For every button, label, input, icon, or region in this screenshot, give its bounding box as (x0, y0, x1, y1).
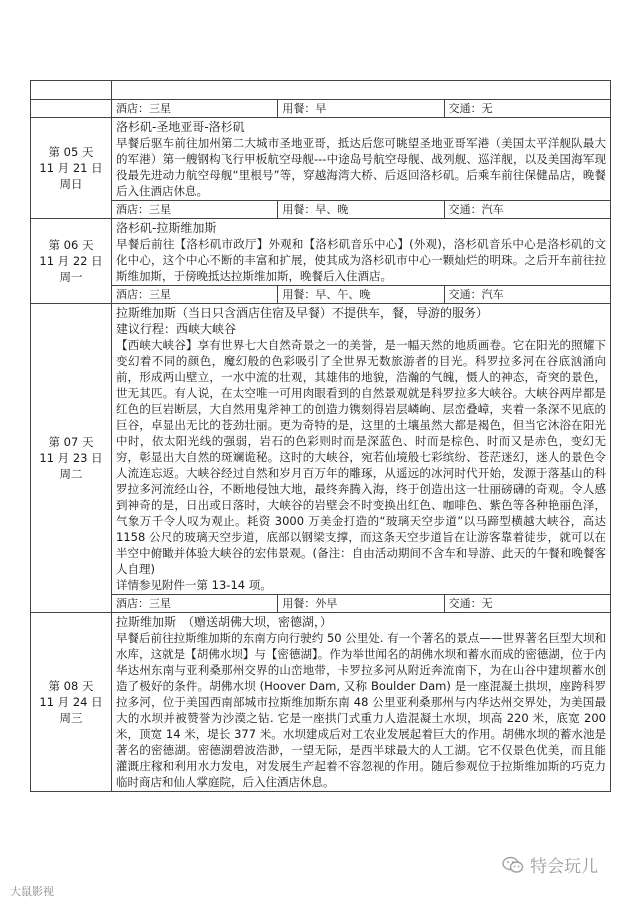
info-row (31, 286, 611, 304)
route-title: 洛杉矶-圣地亚哥-洛杉矶 (116, 120, 245, 134)
route-title: 拉斯维加斯 （赠送胡佛大坝，密德湖，） (116, 615, 333, 629)
transport-cell: 交通：汽车 (444, 286, 610, 304)
day-number: 第 08 天 (48, 679, 94, 693)
hotel-cell: 酒店：三星 (112, 286, 278, 304)
day-weekday: 周二 (59, 467, 83, 481)
watermark-left: 大鼠影视 (10, 885, 54, 898)
empty-cell (31, 100, 112, 118)
day-label-cell (31, 613, 112, 792)
day-row (31, 304, 611, 595)
day-date: 11 月 23 日 (39, 451, 103, 465)
day-number: 第 06 天 (48, 238, 94, 252)
day-content (112, 613, 611, 792)
day-date: 11 月 24 日 (39, 695, 103, 709)
top-gap-row (31, 81, 611, 100)
empty-cell (112, 81, 611, 100)
meal-cell: 用餐：外早 (278, 595, 444, 613)
detail-note: 详情参见附件一第 13-14 项。 (116, 578, 272, 592)
description: 早餐后前往【洛杉矶市政厅】外观和【洛杉矶音乐中心】(外观)，洛杉矶音乐中心是洛杉矶的文化中心，这个中心不断的丰富和扩展，使其成为洛杉矶市中心一颗灿烂的明珠。之后开车前往拉斯维加斯，于傍晚抵达拉斯维加斯，晚餐后入住酒店。 (116, 237, 606, 283)
watermark-right-text: 特会玩儿 (530, 857, 598, 877)
transport-cell: 交通：无 (444, 100, 610, 118)
transport-cell: 交通：无 (444, 595, 610, 613)
suggestion-line: 建议行程：西峡大峡谷 (116, 322, 237, 336)
empty-cell (31, 81, 112, 100)
wechat-icon (502, 856, 524, 874)
day-label-cell (31, 304, 112, 613)
day-weekday: 周三 (59, 711, 83, 725)
meal-cell: 用餐：早、晚 (278, 201, 444, 219)
itinerary-table (30, 80, 611, 792)
hotel-cell: 酒店：三星 (112, 201, 278, 219)
meal-cell: 用餐：早、午、晚 (278, 286, 444, 304)
route-title: 洛杉矶-拉斯维加斯 (116, 221, 217, 235)
day-content (112, 219, 611, 286)
hotel-cell: 酒店：三星 (112, 100, 278, 118)
day-row (31, 118, 611, 201)
day-row (31, 219, 611, 286)
route-title: 拉斯维加斯（当日只含酒店住宿及早餐）不提供车，餐，导游的服务） (116, 306, 489, 320)
description: 【西峡大峡谷】享有世界七大自然奇景之一的美誉，是一幅天然的地质画卷。它在阳光的照耀下变幻着不同的颜色，魔幻般的色彩吸引了全世界无数旅游者的目光。科罗拉多河在谷底汹涌向前，形成两山壁立，一水中流的壮观，其雄伟的地貌，浩瀚的气魄，慑人的神态，奇突的景色，世无其匹。有人说，在太空唯一可用肉眼看到的自然景观就是科罗拉多大峡谷。大峡谷两岸都是红色的巨岩断层，大自然用鬼斧神工的创造力镌刻得岩层嶙峋、层峦叠嶂，夹着一条深不见底的巨谷，卓显出无比的苍劲壮丽。更为奇特的是，这里的土壤虽然大都是褐色，但当它沐浴在阳光中时，依太阳光线的强弱，岩石的色彩则时而是深蓝色、时而是棕色、时而又是赤色，变幻无穷，彰显出大自然的斑斓诡秘。这时的大峡谷，宛若仙境般七彩缤纷、苍茫迷幻，迷人的景色令人流连忘返。大峡谷经过自然和岁月百万年的雕琢，从遥远的冰河时代开始，发源于落基山的科罗拉多河流经山谷，不断地侵蚀大地，最终奔腾入海，终于创造出这一壮丽磅礴的奇观。令人感到神奇的是，日出或日落时，大峡谷的岩壁会不时变换出红色、咖啡色、紫色等各种艳丽色泽，气象万千令人叹为观止。耗资 3000 万美金打造的“玻璃天空步道”以马蹄型横越大峡谷，高达 1158 公尺的玻璃天空步道，底部以钢梁支撑，而这条天空步道旨在让游客靠着徒步，就可以在半空中俯瞰并体验大峡谷的宏伟景观。(备注：自由活动期间不含车和导游、此天的午餐和晚餐客人自理) (116, 338, 606, 576)
day-label-cell (31, 219, 112, 304)
info-row (31, 595, 611, 613)
day-date: 11 月 21 日 (39, 161, 103, 175)
info-row (31, 201, 611, 219)
day-number: 第 07 天 (48, 435, 94, 449)
day-weekday: 周一 (59, 270, 83, 284)
hotel-cell: 酒店：三星 (112, 595, 278, 613)
transport-cell: 交通：汽车 (444, 201, 610, 219)
day-number: 第 05 天 (48, 145, 94, 159)
description: 早餐后驱车前往加州第二大城市圣地亚哥，抵达后您可眺望圣地亚哥军港（美国太平洋舰队最大的军港）第一艘钢构飞行甲板航空母舰---中途岛号航空母舰、战列舰、巡洋舰，以及美国海军现役最先进动力航空母舰“里根号”等，穿越海湾大桥、后返回洛杉矶。后乘车前往保健品店，晚餐后入住酒店休息。 (116, 136, 606, 198)
meal-cell: 用餐：早 (278, 100, 444, 118)
day-content (112, 304, 611, 595)
day-label-cell (31, 118, 112, 219)
info-row (31, 100, 611, 118)
day-content (112, 118, 611, 201)
day-row (31, 613, 611, 792)
day-weekday: 周日 (59, 177, 83, 191)
day-date: 11 月 22 日 (39, 254, 103, 268)
watermark-right (502, 852, 598, 877)
description: 早餐后前往拉斯维加斯的东南方向行驶约 50 公里处. 有一个著名的景点——世界著名巨型大坝和水库，这就是【胡佛水坝】与【密德湖】。作为举世闻名的胡佛水坝和蓄水而成的密德湖，位于内华达州东南与亚利桑那州交界的山峦地带，卡罗拉多河从附近奔流南下，为在山谷中建坝蓄水创造了极好的条件。胡佛水坝 (Hoover Dam, 又称 Boulder Dam) 是一座混凝土拱坝，座跨科罗拉多河，位于美国西南部城市拉斯维加斯东南 48 公里亚利桑那州与内华达州交界处，为美国最大的水坝并被赞誉为沙漠之钻. 它是一座拱门式重力人造混凝土水坝，坝高 220 米，底宽 200 米，顶宽 14 米，堤长 377 米。水坝建成后对工农业发展起着巨大的作用。胡佛水坝的蓄水池是著名的密德湖。密德湖碧波浩渺，一望无际，是西半球最大的人工湖。它不仅景色优美，而且能灌溉庄稼和利用水力发电，对发展生产起着不容忽视的作用。随后参观位于拉斯维加斯的巧克力临时商店和仙人掌庭院，后入住酒店休息。 (116, 631, 606, 789)
